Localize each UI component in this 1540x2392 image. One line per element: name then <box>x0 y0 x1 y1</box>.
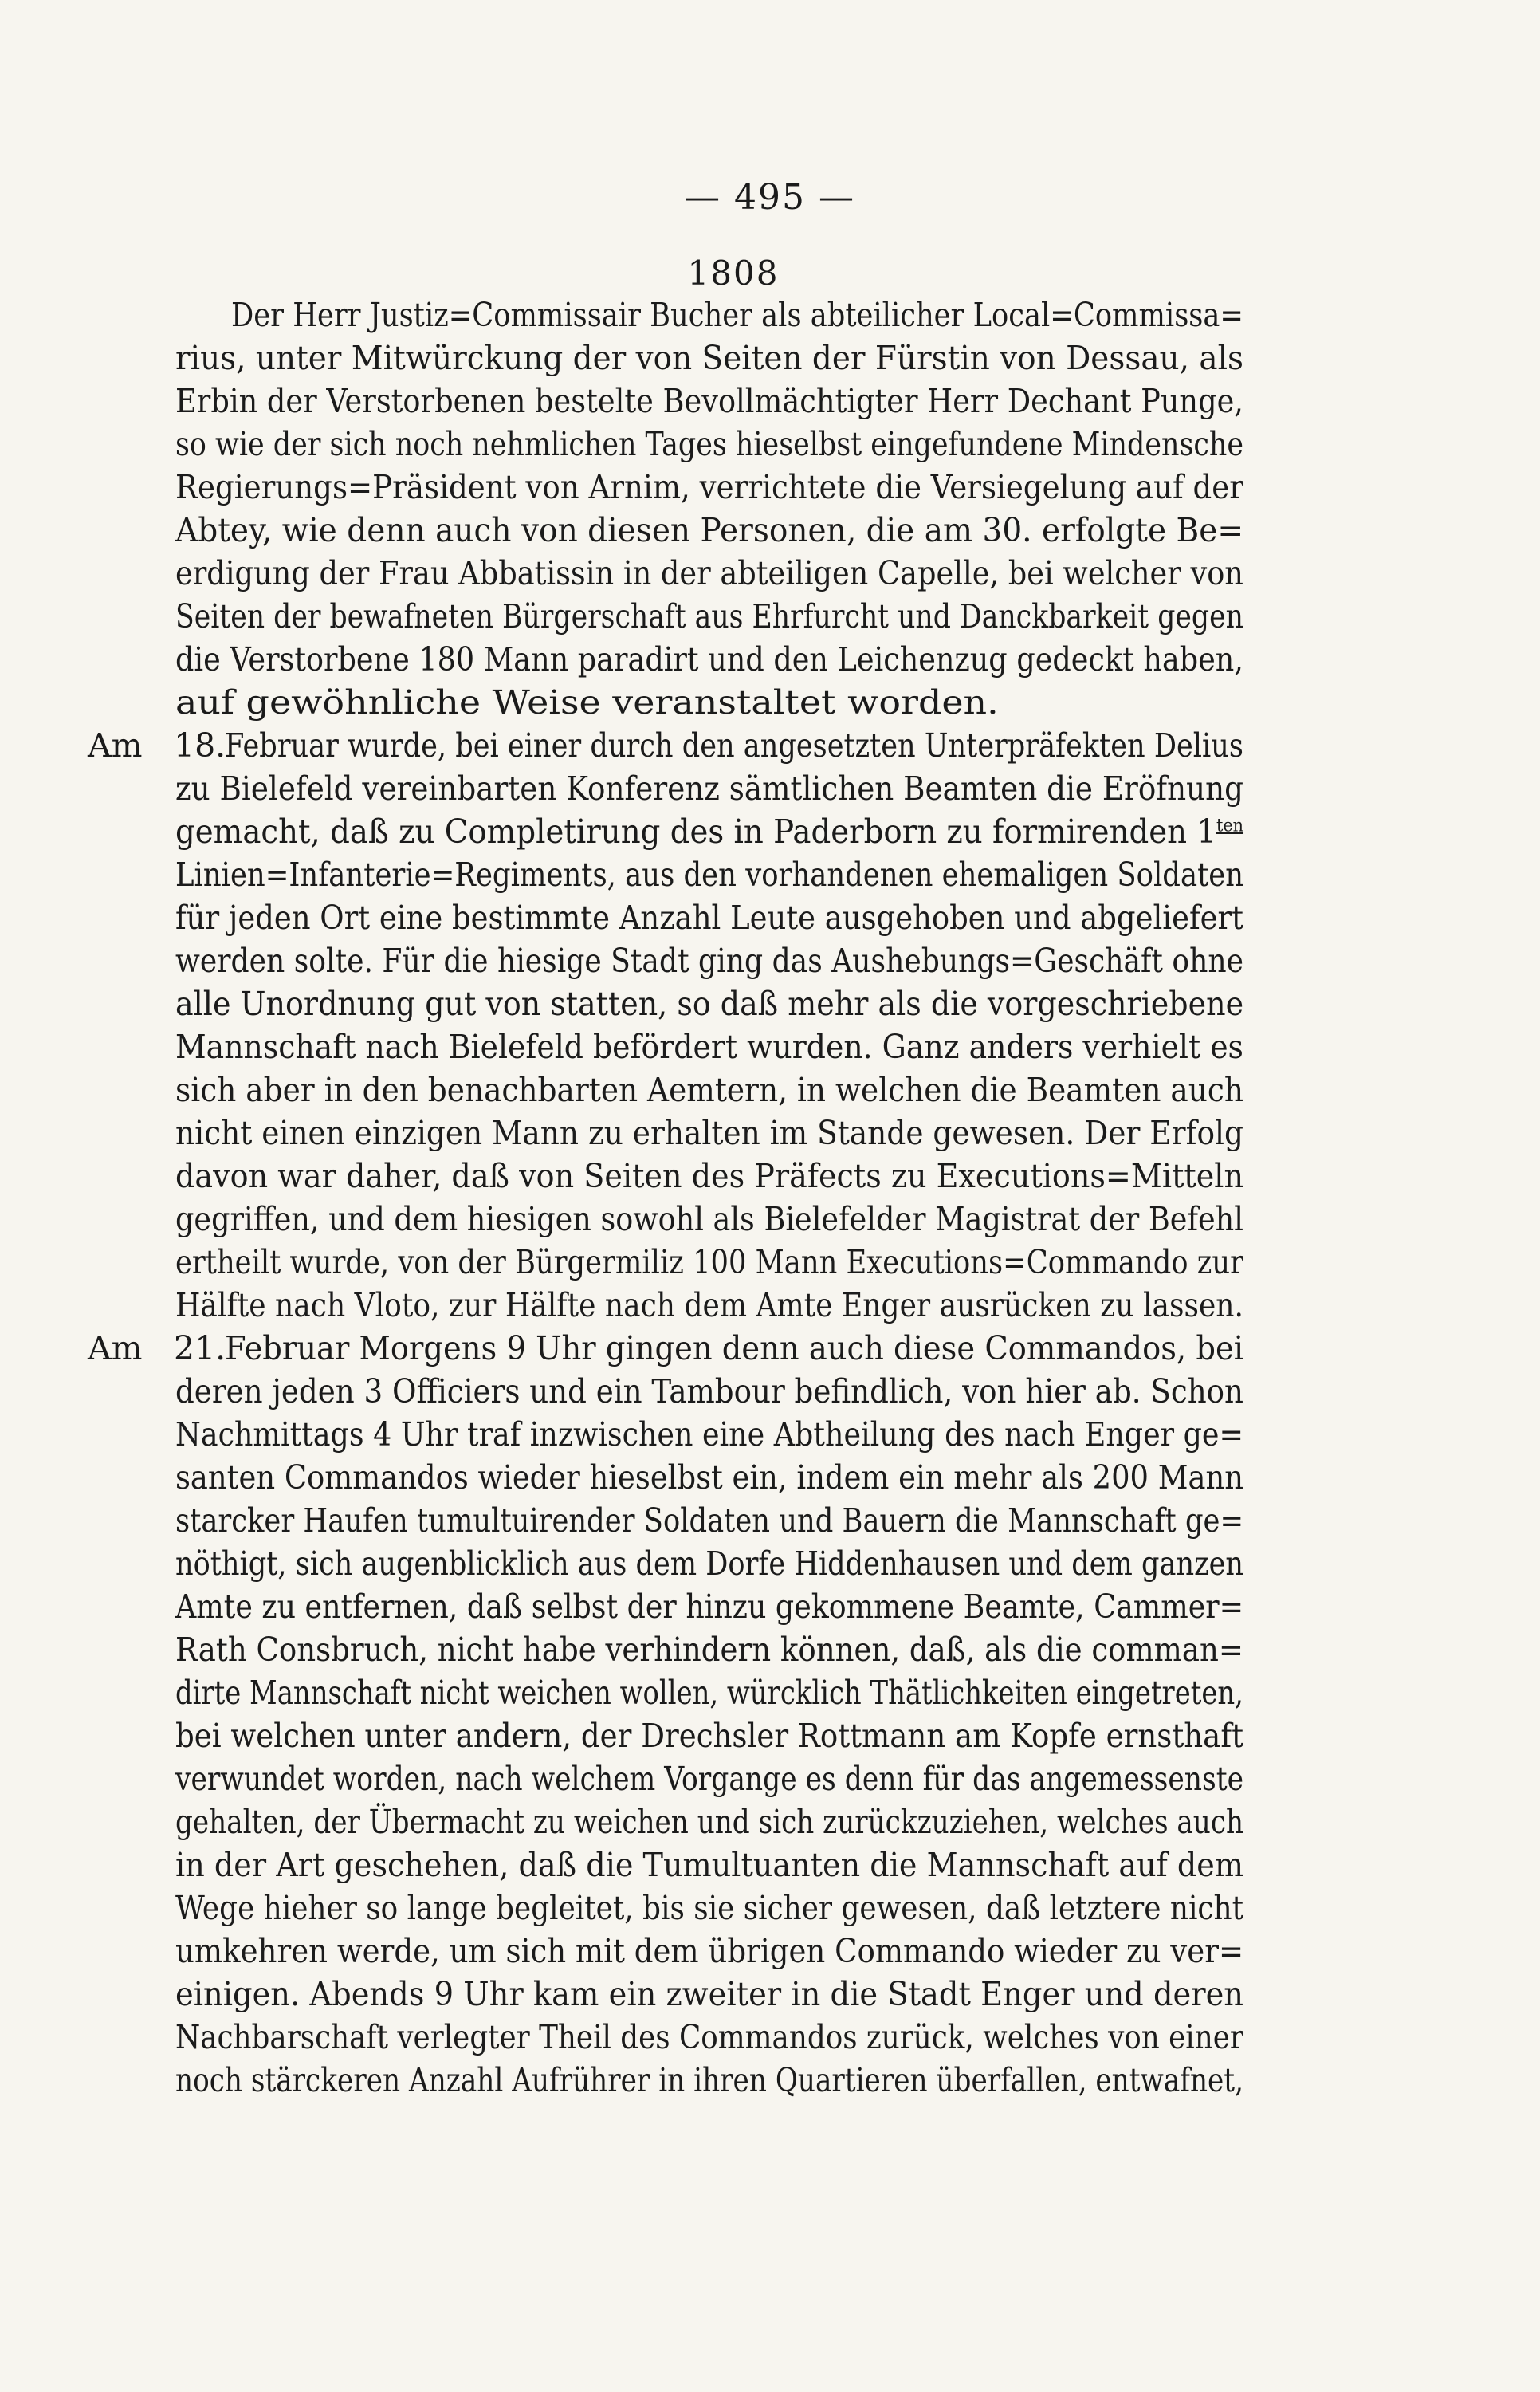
paragraph-3-line-12: gehalten, der Übermacht zu weichen und sich zurückzuziehen, welches auch <box>175 1803 1244 1841</box>
paragraph-2-line-8: Mannschaft nach Bielefeld befördert wurden. Ganz anders verhielt es <box>175 1028 1243 1066</box>
paragraph-2-line-9: sich aber in den benachbarten Aemtern, in welchen die Beamten auch <box>175 1071 1244 1109</box>
paragraph-1-line-4: so wie der sich noch nehmlichen Tages hieselbst eingefundene Mindensche <box>175 425 1244 463</box>
paragraph-3-line-6: nöthigt, sich augenblicklich aus dem Dorfe Hiddenhausen und dem ganzen <box>175 1544 1244 1583</box>
paragraph-3-line-3: Nachmittags 4 Uhr traf inzwischen eine Abtheilung des nach Enger ge= <box>175 1415 1244 1454</box>
paragraph-1-line-5: Regierungs=Präsident von Arnim, verrichtete die Versiegelung auf der <box>175 468 1244 506</box>
paragraph-2-line-13: ertheilt wurde, von der Bürgermiliz 100 Mann Executions=Commando zur <box>175 1243 1243 1281</box>
paragraph-1-line-6: Abtey, wie denn auch von diesen Personen, die am 30. erfolgte Be= <box>175 511 1244 549</box>
paragraph-3-line-15: umkehren werde, um sich mit dem übrigen Commando wieder zu ver= <box>175 1932 1244 1970</box>
paragraph-2-line-4: Linien=Infanterie=Regiments, aus den vorhandenen ehemaligen Soldaten <box>175 856 1244 894</box>
paragraph-2-line-2: zu Bielefeld vereinbarten Konferenz sämtlichen Beamten die Eröfnung <box>175 769 1244 808</box>
margin-label-am-1: Am <box>88 726 143 765</box>
year-heading: 1808 <box>687 254 780 293</box>
paragraph-3-line-4: santen Commandos wieder hieselbst ein, indem ein mehr als 200 Mann <box>175 1458 1244 1497</box>
paragraph-2-line-5: für jeden Ort eine bestimmte Anzahl Leute ausgehoben und abgeliefert <box>175 899 1244 937</box>
paragraph-1-line-9: die Verstorbene 180 Mann paradirt und den Leichenzug gedeckt haben, <box>175 640 1243 679</box>
paragraph-2-line-3-text: gemacht, daß zu Completirung des in Paderborn zu formirenden 1 <box>175 812 1217 851</box>
paragraph-3-line-1: Februar Morgens 9 Uhr gingen denn auch diese Commandos, bei <box>225 1329 1244 1367</box>
paragraph-1-line-10: auf gewöhnliche Weise veranstaltet worden. <box>175 683 999 722</box>
paragraph-2-line-14: Hälfte nach Vloto, zur Hälfte nach dem Amte Enger ausrücken zu lassen. <box>175 1286 1243 1324</box>
date-lead-18: 18. <box>174 726 226 765</box>
paragraph-3-line-8: Rath Consbruch, nicht habe verhindern können, daß, als die comman= <box>175 1631 1243 1669</box>
paragraph-3-line-7: Amte zu entfernen, daß selbst der hinzu gekommene Beamte, Cammer= <box>175 1587 1244 1626</box>
paragraph-2-line-1: Februar wurde, bei einer durch den angesetzten Unterpräfekten Delius <box>225 726 1243 765</box>
paragraph-3-line-2: deren jeden 3 Officiers und ein Tambour befindlich, von hier ab. Schon <box>175 1372 1244 1410</box>
paragraph-1-line-7: erdigung der Frau Abbatissin in der abteiligen Capelle, bei welcher von <box>175 554 1243 592</box>
paragraph-2-line-7: alle Unordnung gut von statten, so daß mehr als die vorgeschriebene <box>175 985 1244 1023</box>
paragraph-3-line-9: dirte Mannschaft nicht weichen wollen, würcklich Thätlichkeiten eingetreten, <box>175 1674 1243 1712</box>
paragraph-3-line-17: Nachbarschaft verlegter Theil des Commandos zurück, welches von einer <box>175 2018 1243 2056</box>
paragraph-1-line-1: Der Herr Justiz=Commissair Bucher als abteilicher Local=Commissa= <box>231 296 1243 334</box>
paragraph-3-line-11: verwundet worden, nach welchem Vorgange es denn für das angemessenste <box>175 1760 1244 1798</box>
paragraph-2-line-3 <box>175 810 1243 853</box>
paragraph-2-line-6: werden solte. Für die hiesige Stadt ging das Aushebungs=Geschäft ohne <box>175 942 1243 980</box>
paragraph-1-line-2: rius, unter Mitwürckung der von Seiten der Fürstin von Dessau, als <box>175 339 1244 377</box>
paragraph-2-line-10: nicht einen einzigen Mann zu erhalten im Stande gewesen. Der Erfolg <box>175 1114 1244 1152</box>
paragraph-1-line-3: Erbin der Verstorbenen bestelte Bevollmächtigter Herr Dechant Punge, <box>175 382 1243 420</box>
paragraph-3-line-10: bei welchen unter andern, der Drechsler Rottmann am Kopfe ernsthaft <box>175 1717 1243 1755</box>
superscript-ten: ten <box>1216 816 1244 836</box>
paragraph-3-line-5: starcker Haufen tumultuirender Soldaten und Bauern die Mannschaft ge= <box>175 1501 1244 1540</box>
paragraph-3-line-18: noch stärckeren Anzahl Aufrührer in ihren Quartieren überfallen, entwafnet, <box>175 2061 1243 2099</box>
paragraph-3-line-16: einigen. Abends 9 Uhr kam ein zweiter in die Stadt Enger und deren <box>175 1975 1244 2013</box>
paragraph-3-line-14: Wege hieher so lange begleitet, bis sie sicher gewesen, daß letztere nicht <box>175 1889 1243 1927</box>
margin-label-am-2: Am <box>88 1329 143 1367</box>
paragraph-2-line-12: gegriffen, und dem hiesigen sowohl als Bielefelder Magistrat der Befehl <box>175 1200 1243 1238</box>
page-number: — 495 — <box>685 177 855 218</box>
paragraph-1-line-8: Seiten der bewafneten Bürgerschaft aus Ehrfurcht und Danckbarkeit gegen <box>175 597 1243 635</box>
paragraph-3-line-13: in der Art geschehen, daß die Tumultuanten die Mannschaft auf dem <box>175 1846 1244 1884</box>
date-lead-21: 21. <box>174 1329 226 1367</box>
paragraph-2-line-11: davon war daher, daß von Seiten des Präfects zu Executions=Mitteln <box>175 1157 1244 1195</box>
